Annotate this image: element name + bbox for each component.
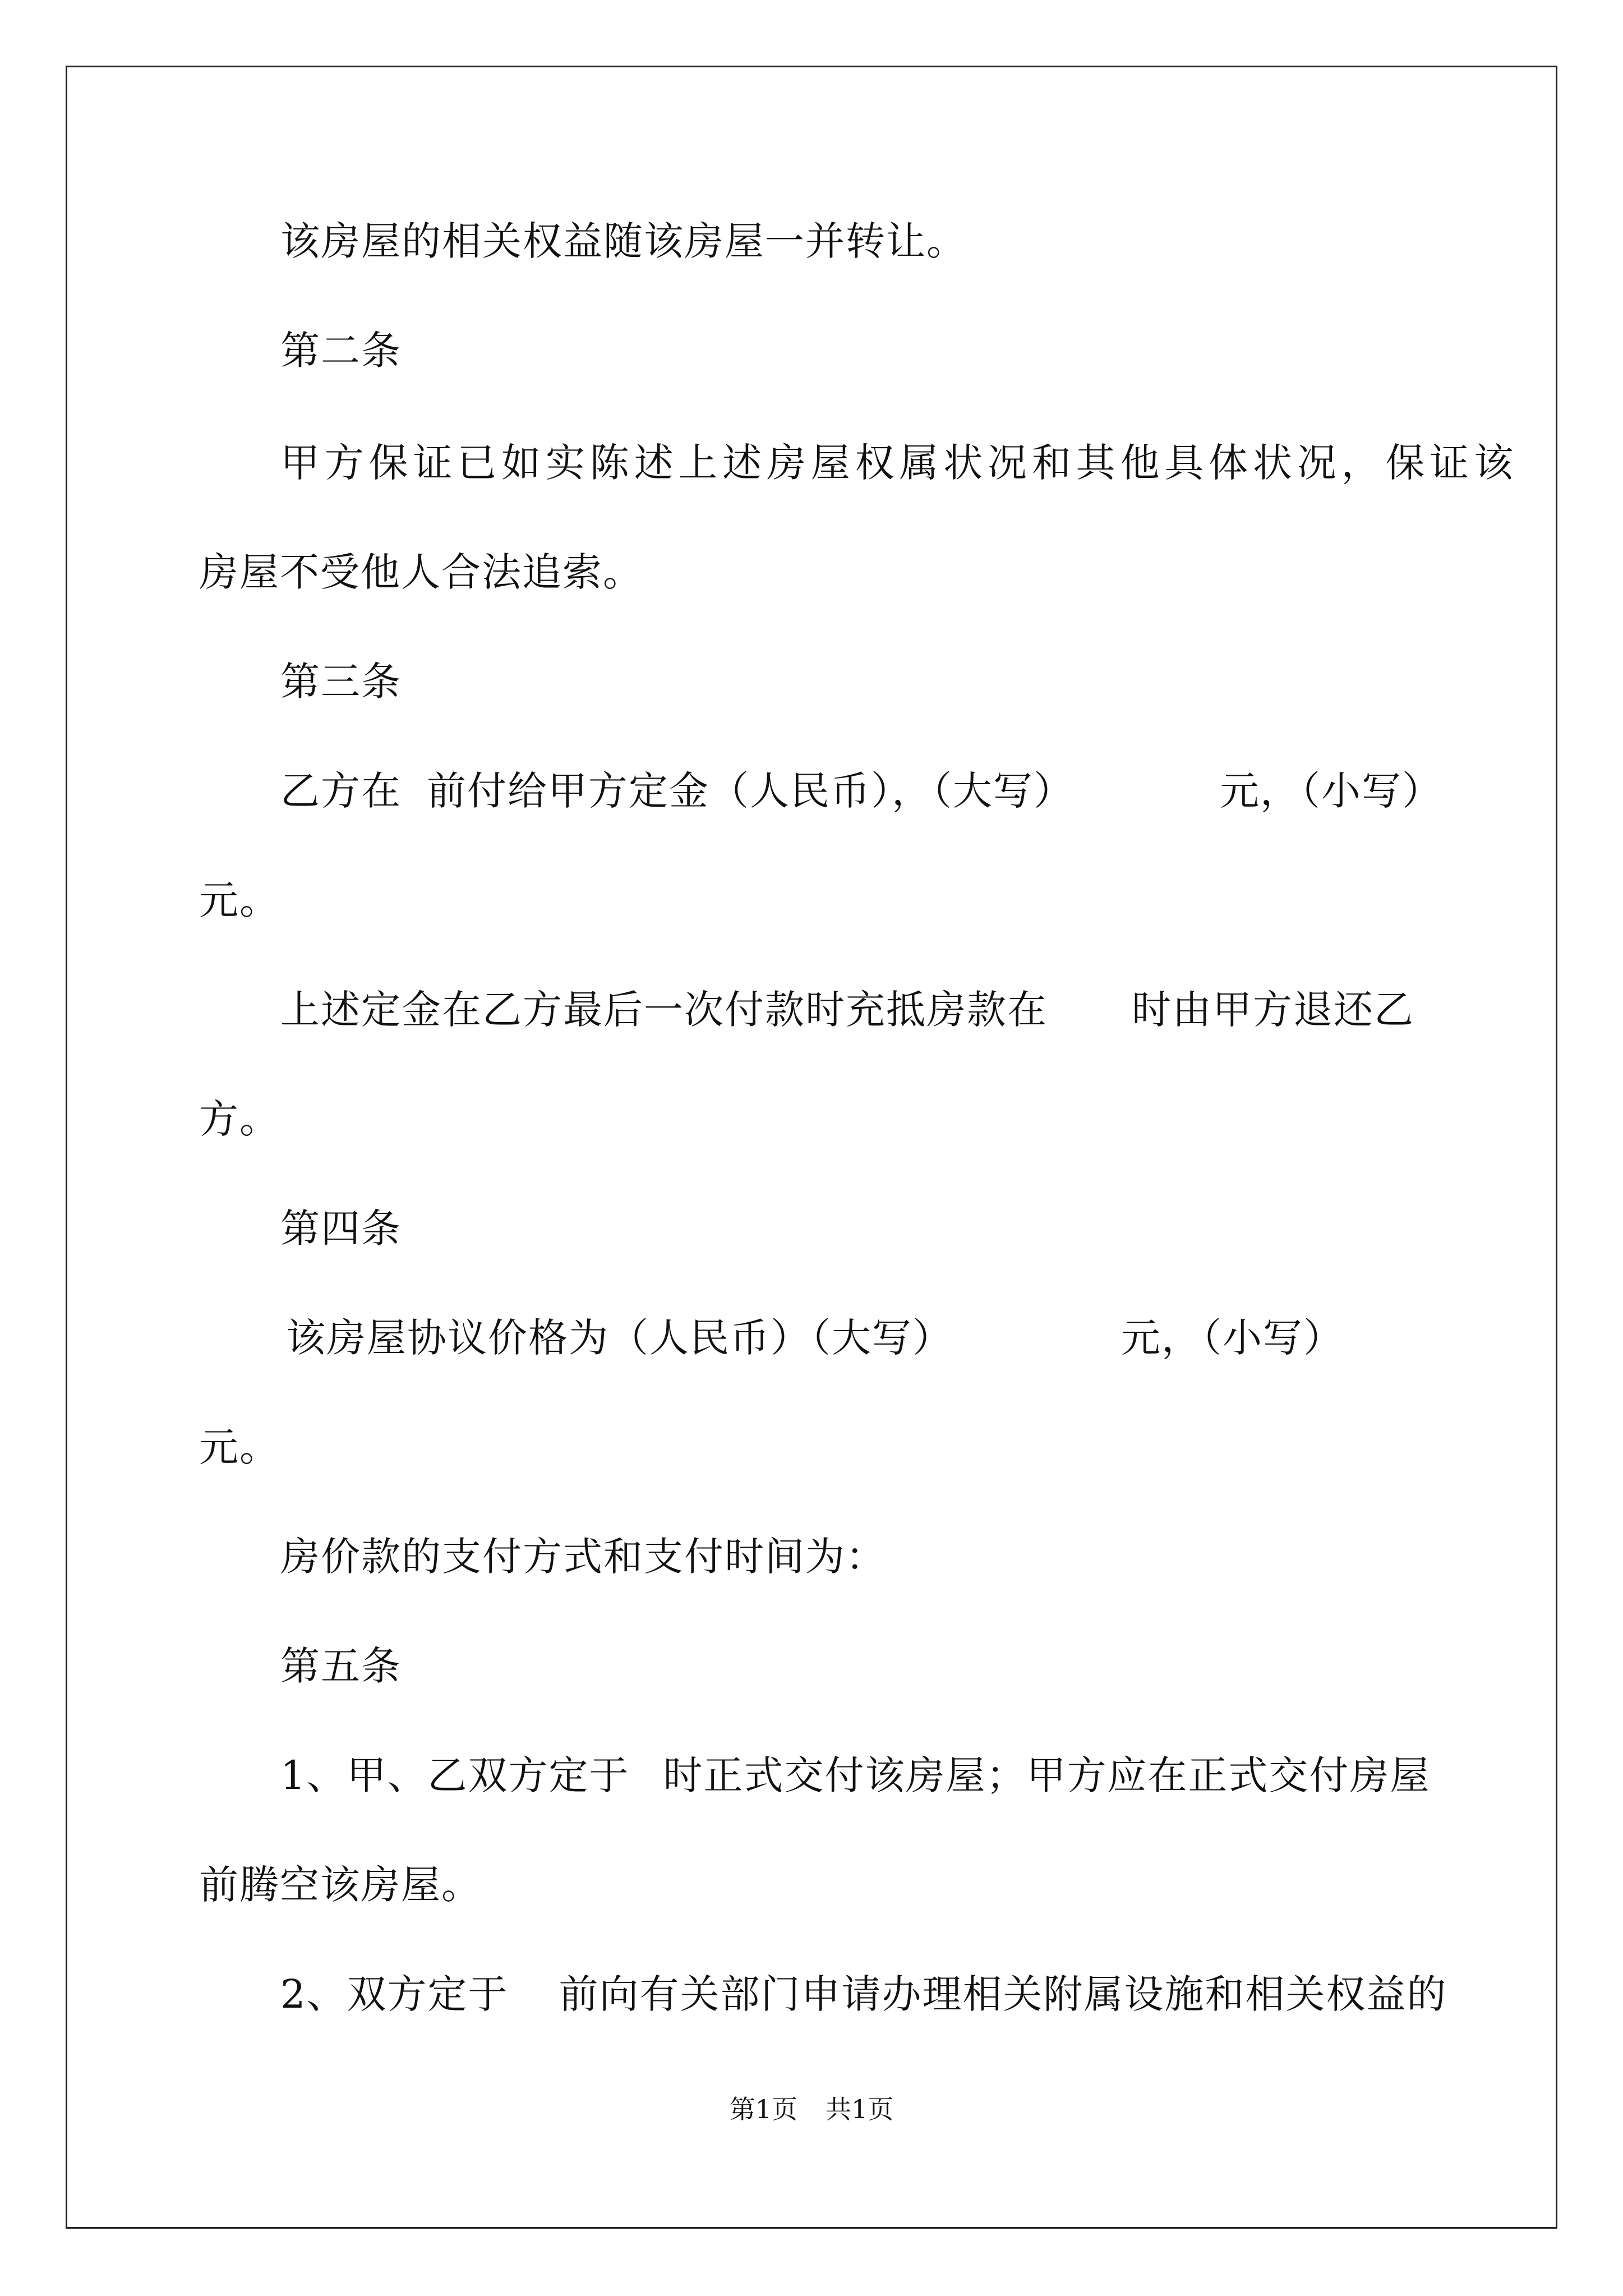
text-segment: 时正式交付该房屋；甲方应在正式交付房屋	[663, 1752, 1431, 1798]
article-heading: 第二条	[280, 328, 402, 374]
article-heading: 第五条	[280, 1643, 402, 1689]
text-line	[280, 984, 1414, 1035]
text-segment: 时由甲方退还乙	[1132, 987, 1414, 1033]
text-line: 方。	[199, 1096, 280, 1142]
text-line: 甲方保证已如实陈述上述房屋权属状况和其他具体状况，保证该	[280, 440, 1514, 486]
text-segment: 2、双方定于	[280, 1971, 509, 2017]
text-line: 房价款的支付方式和支付时间为：	[280, 1534, 886, 1580]
text-line	[286, 1313, 1344, 1363]
text-line: 房屋不受他人合法追索。	[199, 549, 643, 595]
text-line: 前腾空该房屋。	[199, 1862, 482, 1908]
article-heading: 第四条	[280, 1205, 402, 1251]
text-segment: 元，（小写）	[1121, 1315, 1344, 1361]
text-line: 该房屋的相关权益随该房屋一并转让。	[280, 218, 967, 264]
page-number-total: 共1页	[826, 2094, 894, 2124]
article-heading: 第三条	[280, 659, 402, 705]
text-line: 元。	[199, 1424, 280, 1470]
text-segment: 上述定金在乙方最后一次付款时充抵房款在	[280, 987, 1048, 1033]
text-segment: 乙方在	[280, 768, 402, 814]
text-line: 元。	[199, 877, 280, 923]
text-line	[280, 766, 1442, 816]
page-number-current: 第1页	[729, 2094, 797, 2124]
text-line	[280, 1750, 1431, 1801]
text-segment: 该房屋协议价格为（人民币）（大写）	[286, 1315, 953, 1361]
text-segment: 1、甲、乙双方定于	[280, 1752, 630, 1798]
page-footer	[0, 2092, 1623, 2126]
text-line	[280, 1969, 1447, 2019]
text-segment: 前向有关部门申请办理相关附属设施和相关权益的	[559, 1971, 1447, 2017]
text-segment: 元，（小写）	[1220, 768, 1442, 814]
text-segment: 前付给甲方定金（人民币），（大写）	[427, 768, 1074, 814]
